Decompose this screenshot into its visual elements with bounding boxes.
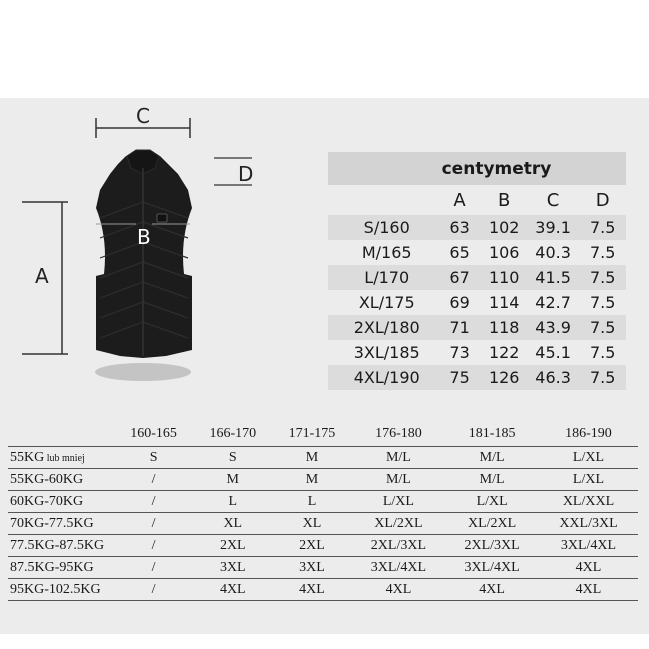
- dimension-label-a: A: [35, 264, 49, 288]
- size-cell: S/160: [328, 215, 437, 240]
- value-cell: 73: [449, 343, 470, 362]
- size-cell: L/XL: [352, 491, 446, 513]
- value-cell: 65: [449, 243, 470, 262]
- measurement-row: [328, 315, 626, 340]
- column-header-c: C: [546, 189, 560, 211]
- size-cell: XL/2XL: [445, 513, 539, 535]
- size-cell: XXL/3XL: [539, 513, 638, 535]
- size-chart-row: [8, 447, 638, 469]
- height-header: 166-170: [209, 426, 257, 441]
- size-cell: XL: [272, 513, 351, 535]
- height-header: 176-180: [375, 426, 422, 441]
- value-cell: 41.5: [527, 265, 580, 290]
- size-chart-row: [8, 491, 638, 513]
- size-cell: 3XL: [193, 557, 272, 579]
- size-cell: M/L: [445, 469, 539, 491]
- value-cell: 45.1: [535, 343, 571, 362]
- size-cell: M/165: [361, 243, 412, 262]
- size-cell: 4XL: [445, 579, 539, 601]
- measurement-table: [328, 152, 626, 390]
- size-cell: XL/2XL: [352, 513, 446, 535]
- size-cell: /: [114, 469, 193, 491]
- weight-cell: 70KG-77.5KG: [8, 513, 114, 535]
- size-cell: 3XL: [272, 557, 351, 579]
- size-cell: L/XL: [539, 447, 638, 469]
- dimension-label-d: D: [238, 162, 254, 186]
- size-cell: L/170: [328, 265, 437, 290]
- size-cell: 4XL/190: [328, 365, 437, 390]
- size-cell: /: [114, 579, 193, 601]
- value-cell: 63: [437, 215, 481, 240]
- weight-cell: 87.5KG-95KG: [8, 557, 114, 579]
- size-cell: /: [114, 557, 193, 579]
- value-cell: 122: [488, 343, 520, 362]
- measurement-row: [328, 215, 626, 240]
- weight-cell: 95KG-102.5KG: [8, 579, 114, 601]
- size-cell: XL/XXL: [539, 491, 638, 513]
- size-cell: /: [114, 535, 193, 557]
- size-cell: 2XL/3XL: [445, 535, 539, 557]
- dimension-label-b: B: [137, 225, 151, 249]
- size-cell: 4XL: [272, 579, 351, 601]
- size-cell: 2XL: [193, 535, 272, 557]
- value-cell: 40.3: [535, 243, 571, 262]
- size-cell: M: [272, 469, 351, 491]
- size-cell: M/L: [352, 469, 446, 491]
- size-cell: 3XL/4XL: [445, 557, 539, 579]
- value-cell: 7.5: [590, 243, 616, 262]
- size-cell: /: [114, 513, 193, 535]
- value-cell: 106: [488, 243, 520, 262]
- size-cell: 4XL: [539, 557, 638, 579]
- weight-cell: 55KG-60KG: [8, 469, 114, 491]
- value-cell: 110: [482, 265, 527, 290]
- value-cell: 43.9: [527, 315, 580, 340]
- size-chart-row: [8, 579, 638, 601]
- measurement-row: [328, 265, 626, 290]
- size-cell: L/XL: [445, 491, 539, 513]
- value-cell: 39.1: [527, 215, 580, 240]
- size-chart-row: [8, 469, 638, 491]
- size-cell: 3XL/4XL: [539, 535, 638, 557]
- size-cell: M: [272, 447, 351, 469]
- height-header: 181-185: [468, 426, 516, 441]
- size-cell: 4XL: [193, 579, 272, 601]
- size-cell: /: [114, 491, 193, 513]
- size-chart-header-row: [8, 422, 638, 447]
- size-cell: 2XL/3XL: [352, 535, 446, 557]
- value-cell: 118: [482, 315, 527, 340]
- size-chart-table: [8, 422, 638, 601]
- size-cell: L/XL: [539, 469, 638, 491]
- measurement-header-row: [328, 185, 626, 215]
- size-cell: XL/175: [358, 293, 415, 312]
- value-cell: 42.7: [535, 293, 571, 312]
- height-header: 160-165: [130, 426, 177, 441]
- size-cell: L: [193, 491, 272, 513]
- size-cell: XL: [193, 513, 272, 535]
- value-cell: 7.5: [590, 293, 616, 312]
- size-chart-row: [8, 513, 638, 535]
- value-cell: 67: [437, 265, 481, 290]
- value-cell: 7.5: [590, 343, 616, 362]
- size-cell: 4XL: [352, 579, 446, 601]
- measurement-row: [328, 340, 626, 365]
- value-cell: 71: [437, 315, 481, 340]
- measurement-row: [328, 365, 626, 390]
- size-cell: 3XL/185: [353, 343, 420, 362]
- vest-image: [96, 150, 192, 358]
- value-cell: 69: [449, 293, 470, 312]
- column-header-b: B: [498, 189, 511, 211]
- size-cell: M/L: [445, 447, 539, 469]
- height-header: 186-190: [565, 426, 612, 441]
- size-cell: 2XL: [272, 535, 351, 557]
- size-cell: M/L: [352, 447, 446, 469]
- value-cell: 7.5: [579, 365, 626, 390]
- weight-cell: 60KG-70KG: [8, 491, 114, 513]
- size-cell: 3XL/4XL: [352, 557, 446, 579]
- size-cell: M: [193, 469, 272, 491]
- measurement-table-title: centymetry: [328, 152, 626, 185]
- value-cell: 102: [482, 215, 527, 240]
- size-chart-row: [8, 557, 638, 579]
- measurement-row: [328, 240, 626, 265]
- size-cell: 4XL: [539, 579, 638, 601]
- value-cell: 75: [437, 365, 481, 390]
- value-cell: 126: [482, 365, 527, 390]
- size-cell: L: [272, 491, 351, 513]
- size-cell: 2XL/180: [328, 315, 437, 340]
- measurement-row: [328, 290, 626, 315]
- value-cell: 7.5: [579, 315, 626, 340]
- value-cell: 46.3: [527, 365, 580, 390]
- size-cell: S: [193, 447, 272, 469]
- value-cell: 7.5: [579, 215, 626, 240]
- column-header-a: A: [453, 189, 466, 211]
- value-cell: 7.5: [579, 265, 626, 290]
- size-chart-row: [8, 535, 638, 557]
- height-header: 171-175: [288, 426, 336, 441]
- column-header-d: D: [595, 189, 610, 211]
- value-cell: 114: [488, 293, 520, 312]
- weight-cell: 77.5KG-87.5KG: [8, 535, 114, 557]
- weight-cell: 55KG lub mniej: [8, 447, 114, 469]
- size-cell: S: [114, 447, 193, 469]
- vest-shadow: [95, 363, 191, 381]
- dimension-label-c: C: [136, 104, 150, 128]
